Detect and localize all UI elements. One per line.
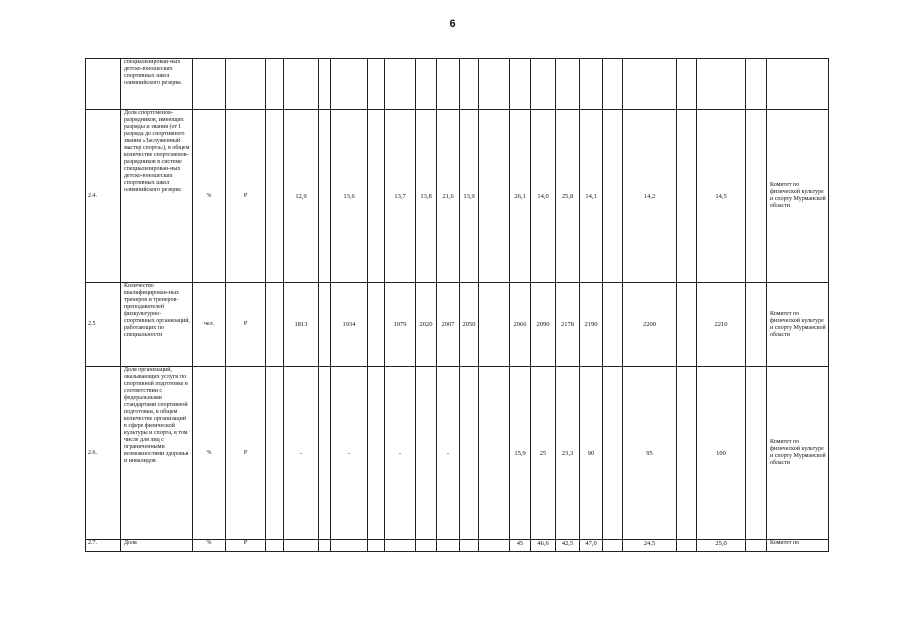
unit-cell: % [193,540,226,552]
value-cell: 2020 [416,283,437,367]
table-row [86,540,829,552]
unit-cell: % [193,110,226,283]
unit-cell [193,59,226,110]
value-cell [677,283,697,367]
value-cell [460,367,479,540]
value-cell [416,367,437,540]
value-cell: 21,6 [437,110,460,283]
value-cell [319,540,331,552]
value-cell [319,283,331,367]
value-cell: 1813 [284,283,319,367]
value-cell [603,367,623,540]
value-cell: 14,0 [531,110,556,283]
mark-cell: Р [226,110,266,283]
value-cell: 14,1 [580,110,603,283]
value-cell: 14,5 [697,110,746,283]
value-cell: 2090 [531,283,556,367]
value-cell [531,59,556,110]
value-cell [603,540,623,552]
mark-cell: Р [226,283,266,367]
value-cell: 47,0 [580,540,603,552]
value-cell: 13,6 [331,110,368,283]
value-cell: 2200 [623,283,677,367]
value-cell [331,59,368,110]
value-cell: 15,9 [510,367,531,540]
value-cell [697,59,746,110]
value-cell [677,540,697,552]
value-cell [623,59,677,110]
value-cell [319,59,331,110]
indicators-table [85,58,829,552]
value-cell: 2178 [556,283,580,367]
value-cell: 25,8 [556,110,580,283]
value-cell [385,59,416,110]
unit-cell: чел. [193,283,226,367]
value-cell: 100 [697,367,746,540]
table-row [86,59,829,110]
value-cell [437,59,460,110]
value-cell [580,59,603,110]
value-cell [266,110,284,283]
value-cell [368,59,385,110]
value-cell [479,367,510,540]
value-cell [416,59,437,110]
value-cell [368,367,385,540]
responsible-cell: Комитет по физической культуре и спорту Мурманской области [767,110,829,283]
value-cell [603,110,623,283]
value-cell: 2050 [460,283,479,367]
indicators-table-wrapper [85,58,826,551]
value-cell [368,283,385,367]
value-cell: 13,9 [460,110,479,283]
value-cell: 13,7 [385,110,416,283]
value-cell [331,540,368,552]
spacer-cell [746,110,767,283]
indicator-name-cell: специализирован-ных детско-юношеских спортивных школ олимпийского резерва [121,59,193,110]
value-cell [677,367,697,540]
value-cell: 12,9 [284,110,319,283]
value-cell: 2007 [437,283,460,367]
value-cell [479,283,510,367]
value-cell: 1934 [331,283,368,367]
value-cell [319,367,331,540]
responsible-cell [767,59,829,110]
value-cell [266,59,284,110]
value-cell [479,540,510,552]
value-cell [284,59,319,110]
value-cell [460,59,479,110]
table-row [86,367,829,540]
mark-cell: Р [226,367,266,540]
value-cell: 2210 [697,283,746,367]
page-number: 6 [449,18,456,30]
value-cell: 24,5 [623,540,677,552]
value-cell: - [385,367,416,540]
value-cell [319,110,331,283]
value-cell [460,540,479,552]
value-cell [479,59,510,110]
value-cell [479,110,510,283]
mark-cell: Р [226,540,266,552]
value-cell: - [437,367,460,540]
value-cell [677,110,697,283]
value-cell: 46,6 [531,540,556,552]
value-cell [368,540,385,552]
spacer-cell [746,59,767,110]
value-cell: 25 [531,367,556,540]
value-cell: 42,5 [556,540,580,552]
mark-cell [226,59,266,110]
table-row [86,283,829,367]
indicator-name-cell: Доля [121,540,193,552]
value-cell [266,283,284,367]
value-cell [416,540,437,552]
value-cell: 2066 [510,283,531,367]
responsible-cell: Комитет по [767,540,829,552]
value-cell: 1979 [385,283,416,367]
value-cell [510,59,531,110]
indicator-name-cell: Доля спортсменов-разрядников, имеющих разряды и звания (от I разряда до спортивного звания «Заслуженный мастер спорта»), в общем количестве спортсменов-разрядников в системе специализирован-ных детско-юношеских спортивных школ олимпийского резерва [121,110,193,283]
value-cell: 45 [510,540,531,552]
row-number-cell: 2.5 [86,283,121,367]
row-number-cell: 2.6. [86,367,121,540]
value-cell [677,59,697,110]
spacer-cell [746,540,767,552]
table-row [86,110,829,283]
value-cell: 90 [580,367,603,540]
row-number-cell: 2.7. [86,540,121,552]
value-cell: - [331,367,368,540]
value-cell [266,540,284,552]
value-cell: 25,0 [697,540,746,552]
indicator-name-cell: Доля организаций, оказывающих услуги по спортивной подготовке в соответствии с федеральными стандартами спортивной подготовки, в общем количестве организаций в сфере физической культуры и спорта, в том числе для лиц с ограниченными возможностями здоровья и инвалидов [121,367,193,540]
value-cell: 14,2 [623,110,677,283]
value-cell [603,283,623,367]
value-cell [385,540,416,552]
responsible-cell: Комитет по физической культуре и спорту Мурманской области [767,283,829,367]
value-cell [603,59,623,110]
value-cell [437,540,460,552]
value-cell: 13,8 [416,110,437,283]
spacer-cell [746,367,767,540]
value-cell [284,540,319,552]
value-cell [556,59,580,110]
responsible-cell: Комитет по физической культуре и спорту Мурманской области [767,367,829,540]
indicator-name-cell: Количество квалифицирован-ных тренеров и тренеров-преподавателей физкультурно-спортивных организаций, работающих по специальности [121,283,193,367]
row-number-cell [86,59,121,110]
row-number-cell: 2.4. [86,110,121,283]
value-cell [368,110,385,283]
value-cell [266,367,284,540]
unit-cell: % [193,367,226,540]
value-cell: - [284,367,319,540]
value-cell: 23,3 [556,367,580,540]
value-cell: 95 [623,367,677,540]
spacer-cell [746,283,767,367]
value-cell: 26,1 [510,110,531,283]
value-cell: 2190 [580,283,603,367]
